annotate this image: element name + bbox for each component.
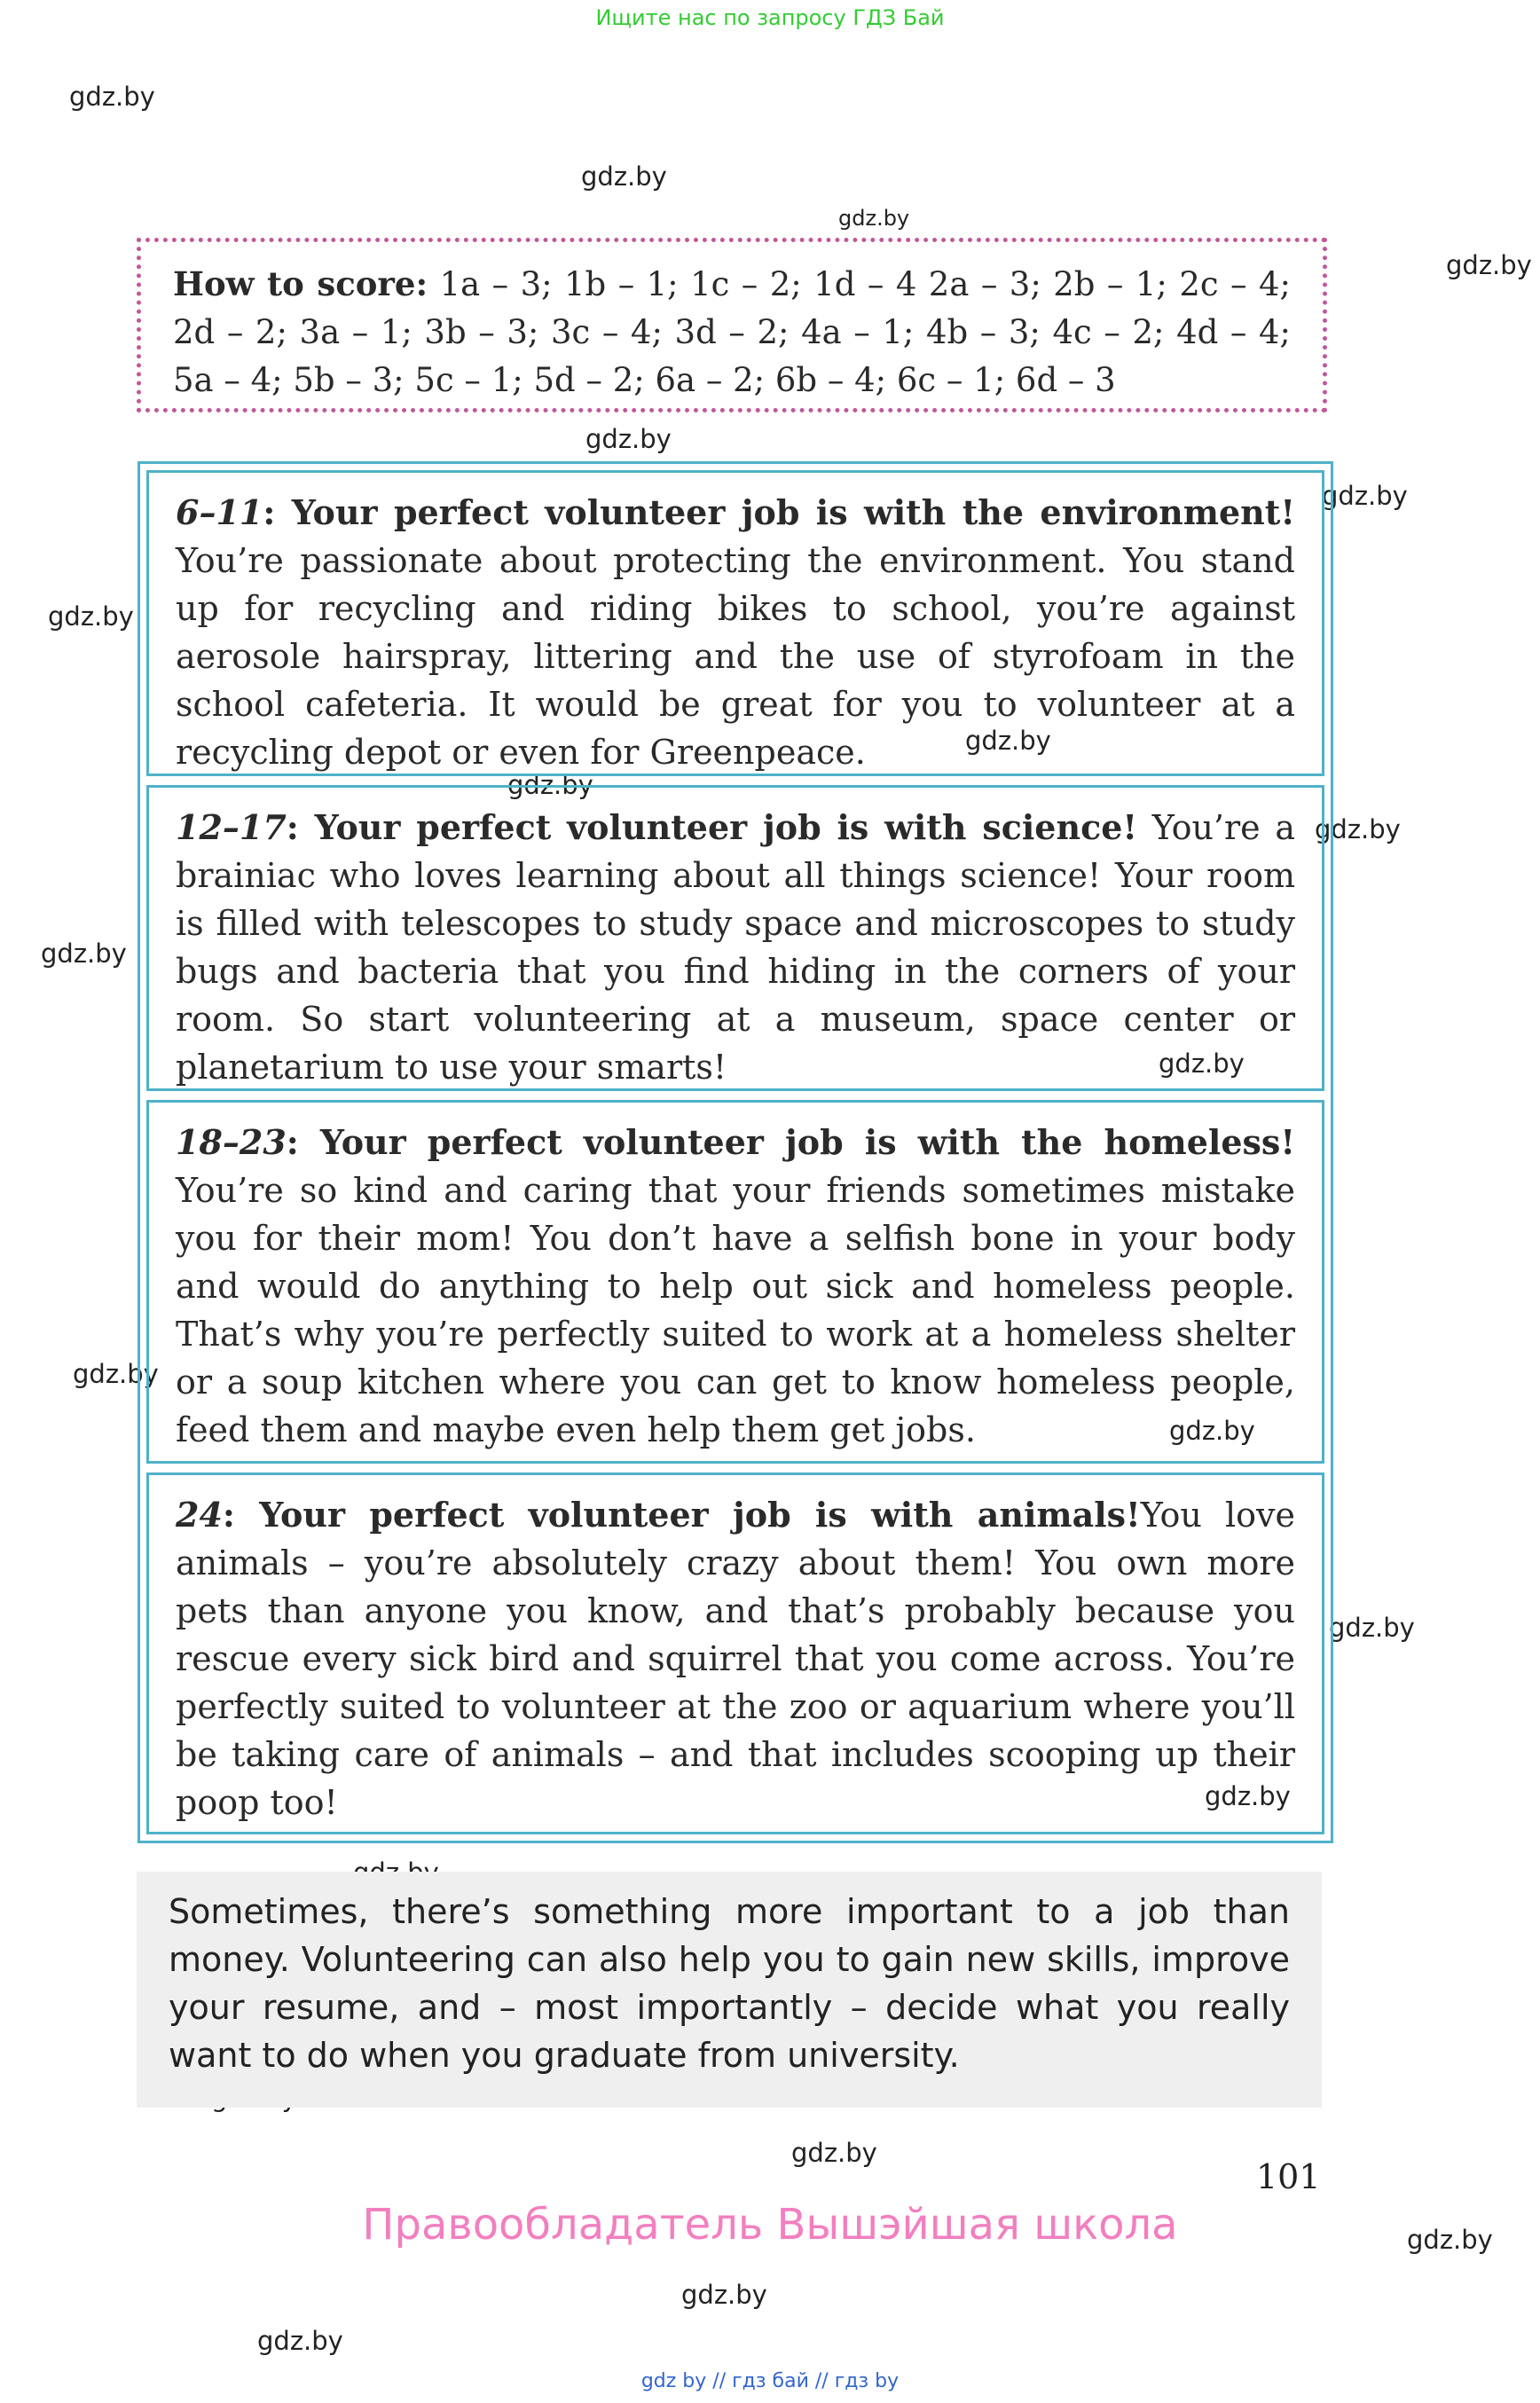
result-card-homeless [146, 1100, 1324, 1464]
watermark: gdz.by [48, 601, 134, 632]
watermark: gdz.by [1407, 2225, 1493, 2255]
watermark: gdz.by [257, 2326, 343, 2356]
result-body: You love animals – you’re absolutely crazy about them! You own more pets than anyone you know, and that’s probably because you rescue every sick bird and squirrel that you come across. You’re perfectly suited to volunteer at the zoo or aquarium where you’ll be taking care of animals – and that includes scooping up their poop too! [176, 1496, 1296, 1822]
result-heading: : Your perfect volunteer job is with the homeless! [286, 1122, 1295, 1162]
score-label: How to score: [173, 264, 428, 303]
watermark: gdz.by [73, 1359, 159, 1389]
page-number: 101 [1256, 2157, 1321, 2196]
watermark: gdz.by [41, 938, 127, 969]
watermark: gdz.by [681, 2280, 767, 2310]
watermark: gdz.by [1446, 250, 1532, 280]
watermark: gdz.by [1315, 814, 1401, 844]
result-card-science [146, 785, 1324, 1091]
result-range: 18–23 [176, 1122, 287, 1162]
note-text: Sometimes, there’s something more important to a job than money. Volunteering can also help you to gain new skills, improve your resume, and – most importantly – decide what you really want to do when you graduate from university. [169, 1892, 1290, 2075]
watermark: gdz.by [1205, 1781, 1291, 1811]
watermark: gdz.by [69, 82, 155, 112]
bottom-links[interactable]: gdz by // гдз бай // гдз by [640, 2370, 900, 2392]
result-body: You’re so kind and caring that your friends sometimes mistake you for their mom! You don’t have a selfish bone in your body and would do anything to help out sick and homeless people. That’s why you’re perfectly suited to work at a homeless shelter or a soup kitchen where you can get to know homeless people, feed them and maybe even help them get jobs. [176, 1171, 1295, 1449]
result-heading: : Your perfect volunteer job is with animals! [222, 1495, 1141, 1535]
watermark: gdz.by [965, 726, 1051, 756]
watermark: gdz.by [581, 161, 667, 192]
result-range: 6–11 [176, 492, 263, 532]
watermark: gdz.by [1159, 1048, 1245, 1079]
top-banner[interactable]: Ищите нас по запросу ГДЗ Бай [595, 5, 945, 30]
watermark: gdz.by [507, 770, 593, 800]
copyright-footer: Правообладатель Вышэйшая школа [362, 2200, 1178, 2250]
result-heading: : Your perfect volunteer job is with science! [286, 807, 1138, 847]
result-card-animals [146, 1472, 1324, 1834]
result-range: 24 [176, 1495, 223, 1535]
score-key-box [137, 238, 1327, 412]
watermark: gdz.by [838, 206, 910, 231]
score-key-text: 1a – 3; 1b – 1; 1c – 2; 1d – 4 2a – 3; 2b – 1; 2c – 4; 2d – 2; 3a – 1; 3b – 3; 3c – 4; 3d – 2; 4a – 1; 4b – 3; 4c – 2; 4d – 4; 5a – 4; 5b – 3; 5c – 1; 5d – 2; 6a – 2; 6b – 4; 6c – 1; 6d – 3 [173, 265, 1291, 399]
result-heading: : Your perfect volunteer job is with the environment! [263, 492, 1295, 532]
note-box [137, 1872, 1322, 2108]
watermark: gdz.by [1322, 481, 1408, 511]
watermark: gdz.by [585, 424, 672, 454]
result-range: 12–17 [176, 807, 287, 847]
watermark: gdz.by [791, 2138, 877, 2168]
watermark: gdz.by [1329, 1613, 1415, 1643]
result-card-environment [146, 470, 1324, 776]
watermark: gdz.by [1169, 1416, 1255, 1446]
result-body: You’re passionate about protecting the environment. You stand up for recycling and riding bikes to school, you’re against aerosole hairspray, littering and the use of styrofoam in the school cafeteria. It would be great for you to volunteer at a recycling depot or even for Greenpeace. [176, 541, 1295, 772]
result-body: You’re a brainiac who loves learning about all things science! Your room is filled with telescopes to study space and microscopes to study bugs and bacteria that you find hiding in the corners of your room. So start volunteering at a museum, space center or planetarium to use your smarts! [176, 808, 1295, 1087]
